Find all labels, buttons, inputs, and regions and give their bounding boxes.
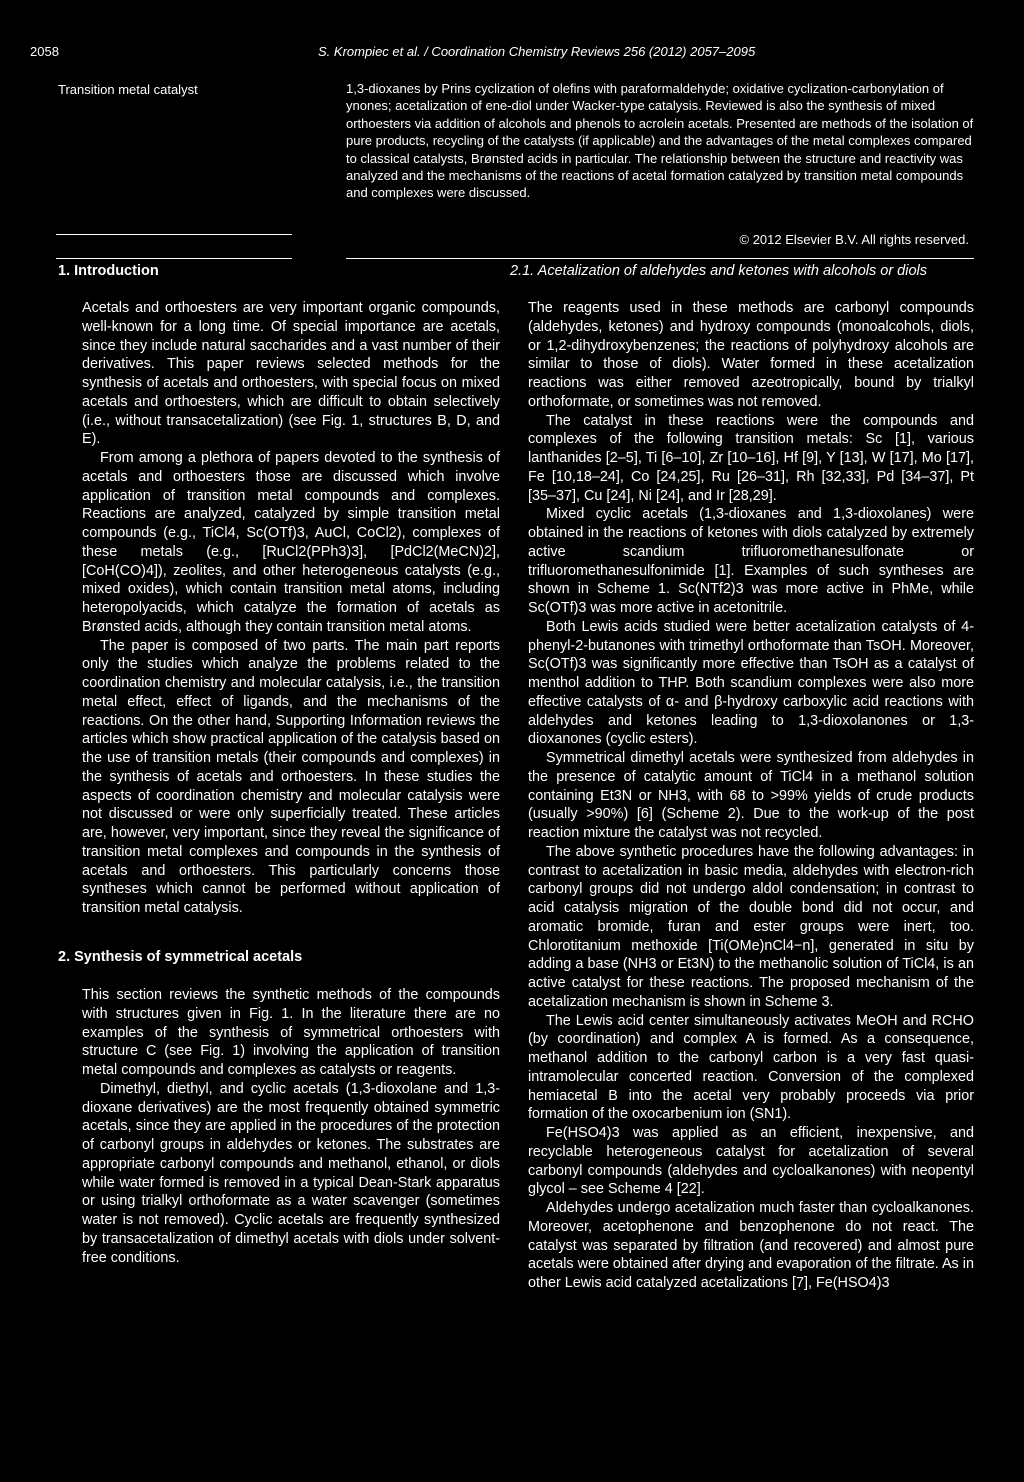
paragraph: The above synthetic procedures have the following advantages: in contrast to acetalization in basic media, aldehydes with electron-rich carbonyl groups did not undergo aldol condensation; in contrast to acid catalysis migration of the double bond did not occur, and aromatic bromide, furan and ester groups were inert, too. Chlorotitanium methoxide [Ti(OMe)nCl4−n], generated in situ by adding a base (NH3 or Et3N) to the methanolic solution of TiCl4, is an active catalyst for these reactions. The proposed mechanism of the acetalization mechanism is shown in Scheme 3. <box>528 843 974 1010</box>
keywords-label: Transition metal catalyst <box>58 82 198 97</box>
paragraph: Aldehydes undergo acetalization much faster than cycloalkanones. Moreover, acetophenone and benzophenone do not react. The catalyst was separated by filtration (and recovered) and almost pure acetals were obtained after drying and evaporation of the filtrate. As in other Lewis acid catalyzed acetalizations [7], Fe(HSO4)3 <box>528 1200 974 1291</box>
paragraph: Fe(HSO4)3 was applied as an efficient, inexpensive, and recyclable heterogeneous catalyst for acetalization of several carbonyl compounds (aldehydes and cycloalkanones) with neopentyl glycol – see Scheme 4 [22]. <box>528 1125 974 1198</box>
running-citation: S. Krompiec et al. / Coordination Chemistry Reviews 256 (2012) 2057–2095 <box>318 44 756 59</box>
section-title-introduction: 1. Introduction <box>58 263 159 279</box>
divider <box>56 234 292 235</box>
paragraph: This section reviews the synthetic methods of the compounds with structures given in Fig. 1. In the literature there are no examples of the synthesis of symmetrical orthoesters with structure C (see Fig. 1) involving the application of transition metal compounds and complexes as catalysts or reagents. <box>82 987 500 1078</box>
paragraph: Symmetrical dimethyl acetals were synthesized from aldehydes in the presence of catalytic amount of TiCl4 in a methanol solution containing Et3N or NH3, with 68 to >99% yields of crude products (usually >90%) [6] (Scheme 2). Due to the work-up of the post reaction mixture the catalyst was not recycled. <box>528 750 974 841</box>
abstract <box>346 80 978 202</box>
copyright: © 2012 Elsevier B.V. All rights reserved. <box>739 232 969 247</box>
paragraph: Acetals and orthoesters are very important organic compounds, well-known for a long time. Of special importance are acetals, since they include natural saccharides and a vast number of their derivatives. This paper reviews selected methods for the synthesis of acetals and orthoesters, with special focus on mixed acetals and orthoesters, which are difficult to obtain selectively (i.e., without transacetalization) (see Fig. 1, structures B, D, and E). <box>82 300 500 448</box>
paragraph: Mixed cyclic acetals (1,3-dioxanes and 1,3-dioxolanes) were obtained in the reactions of ketones with diols catalyzed by extremely active scandium trifluoromethanesulfonate or trifluoromethanesulfonimide [1]. Examples of such syntheses are shown in Scheme 1. Sc(NTf2)3 was more active in PhMe, while Sc(OTf)3 was more active in acetonitrile. <box>528 506 974 616</box>
paragraph: The reagents used in these methods are carbonyl compounds (aldehydes, ketones) and hydroxy compounds (monoalcohols, diols, or 1,2-dihydroxybenzenes; the reactions of polyhydroxy alcohols are similar to those of diols). Water formed in these acetalization reactions was either removed azeotropically, bound by trialkyl orthoformate, or sometimes was not removed. <box>528 300 974 410</box>
intro-body <box>82 299 500 918</box>
abstract-text: 1,3-dioxanes by Prins cyclization of olefins with paraformaldehyde; oxidative cyclization-carbonylation of ynones; acetalization of ene-diol under Wacker-type catalysis. Reviewed is also the synthesis of mixed orthoesters via addition of alcohols and phenols to acrolein acetals. Presented are methods of the isolation of pure products, recycling of the catalysts (if applicable) and the advantages of the metal complexes compared to classical catalysts, Brønsted acids in particular. The relationship between the structure and reactivity was analyzed and the mechanisms of the reactions of acetal formation catalyzed by transition metal compounds and complexes were discussed. <box>346 81 974 201</box>
subsection-title: 2.1. Acetalization of aldehydes and ketones with alcohols or diols <box>510 263 927 279</box>
paragraph: The Lewis acid center simultaneously activates MeOH and RCHO (by coordination) and complex A is formed. As a consequence, methanol addition to the carbonyl carbon is a very fast quasi-intramolecular concerted reaction. Conversion of the complexed hemiacetal B into the acetal very probably proceeds via prior formation of the oxocarbenium ion (SN1). <box>528 1012 974 1123</box>
page-number: 2058 <box>30 44 59 59</box>
section-title-symmetrical-acetals: 2. Synthesis of symmetrical acetals <box>58 949 303 965</box>
paragraph: Dimethyl, diethyl, and cyclic acetals (1,3-dioxolane and 1,3-dioxane derivatives) are the most frequently obtained symmetric acetals, since they are applied in the procedures of the protection of carbonyl groups in aldehydes or ketones. The substrates are appropriate carbonyl compounds and methanol, ethanol, or diols while water formed is removed in a typical Dean-Stark apparatus or using trialkyl orthoformate as a water scavenger (sometimes water is not removed). Cyclic acetals are frequently synthesized by transacetalization of dimethyl acetals with diols under solvent-free conditions. <box>82 1080 500 1266</box>
paragraph: Both Lewis acids studied were better acetalization catalysts of 4-phenyl-2-butanones with trimethyl orthoformate than TsOH. Moreover, Sc(OTf)3 was significantly more effective than TsOH as a catalyst of menthol addition to THP. Both scandium complexes were also more effective catalysts of α- and β-hydroxy carboxylic acid reactions with aldehydes and ketones leading to 1,3-dioxolanones or 1,3-dioxanones (cyclic esters). <box>528 618 974 748</box>
symmetrical-acetals-body <box>82 986 500 1267</box>
paragraph: The paper is composed of two parts. The main part reports only the studies which analyze the problems related to the coordination chemistry and molecular catalysis, i.e., the transition metal effect, effect of ligands, and the mechanisms of the reactions. On the other hand, Supporting Information reviews the articles which show practical application of the catalysis based on the use of transition metals (their compounds and complexes) in the synthesis of acetals and orthoesters. In these studies the aspects of coordination chemistry and molecular catalysis were not discussed or were only superficially treated. These articles are, however, very important, since they reveal the significance of transition metal complexes and compounds in the synthesis of acetals and orthoesters. This particularly concerns those syntheses which cannot be performed without application of transition metal catalysis. <box>82 637 500 916</box>
paragraph: From among a plethora of papers devoted to the synthesis of acetals and orthoesters those are discussed which involve application of transition metal compounds and complexes. Reactions are analyzed, catalyzed by simple transition metal compounds (e.g., TiCl4, Sc(OTf)3, AuCl, CoCl2), complexes of these metals (e.g., [RuCl2(PPh3)3], [PdCl2(MeCN)2], [CoH(CO)4]), zeolites, and other heterogeneous catalysts (e.g., mixed oxides), which contain transition metal atoms, including heteropolyacids, which catalyze the formation of acetals as Brønsted acids, although they contain transition metal atoms. <box>82 450 500 635</box>
paragraph: The catalyst in these reactions were the compounds and complexes of the following transition metals: Sc [1], various lanthanides [2–5], Ti [6–10], Zr [10–16], Hf [9], Y [13], W [17], Mo [17], Fe [10,18–24], Co [24,25], Ru [26–31], Rh [32,33], Pd [34–37], Pt [35–37], Cu [24], Ni [24], and Ir [28,29]. <box>528 412 974 504</box>
divider <box>56 258 292 259</box>
subsection-body <box>528 299 974 1293</box>
divider <box>346 258 974 259</box>
